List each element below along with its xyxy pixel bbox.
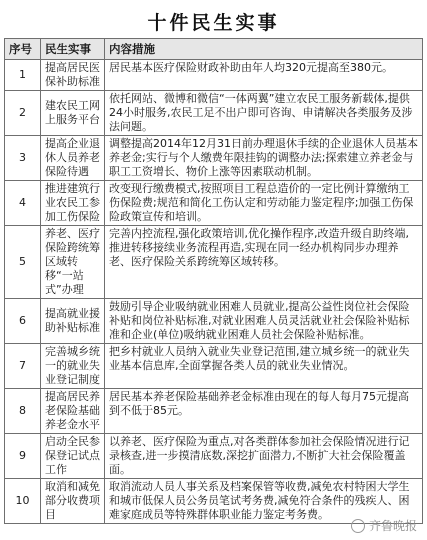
watermark [351,517,417,534]
row-measure: 居民基本养老保险基础养老金标准由现在的每人每月75元提高到不低于85元。 [105,389,423,434]
row-num: 3 [5,136,41,181]
table-header-row [5,39,423,60]
row-num: 6 [5,299,41,344]
table-row [5,434,423,479]
row-measure: 居民基本医疗保险财政补助由年人均320元提高至380元。 [105,60,423,91]
table-row [5,136,423,181]
row-item: 提高就业援助补贴标准 [41,299,105,344]
row-measure: 调整提高2014年12月31日前办理退休手续的企业退休人员基本养老金;实行与个人缴费年限挂钩的调整办法;探索建立养老金与职工工资增长、物价上涨等因素联动机制。 [105,136,423,181]
watermark-text: 齐鲁晚报 [368,519,417,533]
row-measure: 改变现行缴费模式,按照项目工程总造价的一定比例计算缴纳工伤保险费;规范和简化工伤认定和劳动能力鉴定程序;加强工伤保险政策宣传和培训。 [105,181,423,226]
row-measure: 完善内控流程,强化政策培训,优化操作程序,改造升级自助终端,推进转移接续业务流程再造,实现在同一经办机构同步办理养老、医疗保险关系跨统筹区域转移。 [105,226,423,299]
page-title: 十件民生实事 [147,12,280,34]
table-row [5,344,423,389]
table-row [5,226,423,299]
row-measure: 把乡村就业人员纳入就业失业登记范围,建立城乡统一的就业失业基本信息库,全面掌握各类人员的就业失业情况。 [105,344,423,389]
header-measure: 内容措施 [105,39,423,60]
row-measure: 鼓励引导企业吸纳就业困难人员就业,提高公益性岗位社会保险补贴和岗位补贴标准,对就业困难人员灵活就业社会保险补贴标准和企业(单位)吸纳就业困难人员社会保险补贴标准。 [105,299,423,344]
header-num: 序号 [5,39,41,60]
row-num: 10 [5,479,41,524]
row-measure: 依托网站、微博和微信“一体两翼”建立农民工服务新载体,提供24小时服务,农民工足不出户即可咨询、申请解决各类服务及涉法问题。 [105,91,423,136]
table-row [5,389,423,434]
row-num: 7 [5,344,41,389]
row-num: 9 [5,434,41,479]
row-num: 4 [5,181,41,226]
row-item: 养老、医疗保险跨统筹区域转移“一站式”办理 [41,226,105,299]
row-num: 8 [5,389,41,434]
row-item: 提高企业退休人员养老保险待遇 [41,136,105,181]
livelihood-table [4,38,423,524]
row-item: 建农民工网上服务平台 [41,91,105,136]
row-num: 1 [5,60,41,91]
row-item: 推进建筑行业农民工参加工伤保险 [41,181,105,226]
header-item: 民生实事 [41,39,105,60]
row-num: 2 [5,91,41,136]
row-num: 5 [5,226,41,299]
row-measure: 取消流动人员人事关系及档案保管等收费,减免农村特困大学生和城市低保人员公务员笔试考务费,减免符合条件的残疾人、困难家庭成员等特殊群体职业能力鉴定考务费。 [105,479,423,524]
table-row [5,91,423,136]
row-item: 启动全民参保登记试点工作 [41,434,105,479]
table-row [5,181,423,226]
row-item: 完善城乡统一的就业失业登记制度 [41,344,105,389]
wechat-logo-icon [351,519,365,533]
table-row [5,60,423,91]
row-item: 提高居民医保补助标准 [41,60,105,91]
table-row [5,299,423,344]
row-measure: 以养老、医疗保险为重点,对各类群体参加社会保险情况进行记录核查,进一步摸清底数,深挖扩面潜力,不断扩大社会保险覆盖面。 [105,434,423,479]
row-item: 取消和减免部分收费项目 [41,479,105,524]
row-item: 提高居民养老保险基础养老金水平 [41,389,105,434]
